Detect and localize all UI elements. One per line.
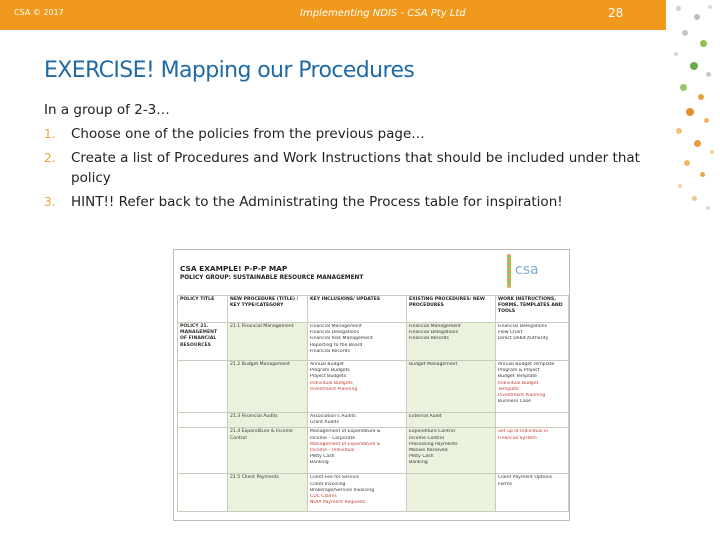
inclusions-line: Association's Audits [310,414,356,419]
table-row [178,428,569,474]
inclusions-line: Management of Expenditure & [310,441,381,447]
cell-policy [178,413,228,428]
inclusions-line: Client Fee for Service [310,475,360,481]
cell-procedure [228,413,308,428]
cell-inclusions [308,474,407,512]
step-text: Create a list of Procedures and Work Instructions that should be included under that policy [71,150,640,186]
inclusions-line: Petty Cash [310,454,335,460]
csa-logo [507,254,557,292]
work-line: Program & Project [498,368,540,374]
inclusions-line: Income – Individual [310,448,355,454]
cell-policy [178,474,228,512]
header-new-procedure: NEW PROCEDURE (TITLE) / KEY TYPE/CATEGORY [228,296,308,323]
inclusions-line: NDIA Payment Requests [310,500,366,506]
step-number: 1. [44,127,56,141]
footer-company: Implementing NDIS - CSA Pty Ltd [300,8,466,19]
inclusions-line: Financial Records [310,348,350,354]
logo-bar-icon [507,254,511,288]
procedure-text: 21.1 Financial Management [230,324,294,329]
decorative-dot [676,6,681,11]
decorative-dot [700,40,707,47]
inclusions-line: Investment Planning [310,386,358,392]
inclusions-line: Reporting to the Board [310,342,363,348]
step-text: Choose one of the policies from the previous page… [71,126,425,142]
embedded-title: CSA EXAMPLE! P-P-P MAP [180,264,288,273]
cell-existing [407,413,496,428]
cell-work [496,474,569,512]
cell-existing [407,474,496,512]
inclusions-line: Management of Expenditure & [310,429,381,435]
inclusions-line: Client Invoicing [310,481,346,487]
procedure-text: 21.2 Budget Management [230,362,290,367]
procedure-text: 21.4 Expenditure & Income Control [230,429,293,441]
decorative-dot [682,30,688,36]
work-line: Template [498,386,519,392]
table-row [178,323,569,361]
footer-copyright: CSA © 2017 [14,8,64,17]
inclusions-line: Annual Budget [310,362,344,367]
cell-work [496,413,569,428]
decorative-dot [706,206,710,210]
work-line: Financial System [498,435,537,441]
cell-work [496,428,569,474]
decorative-dot [690,62,698,70]
inclusions-line: Income – Corporate [310,435,356,441]
work-line: Flow Chart [498,330,523,336]
existing-line: Monies Received [409,448,448,454]
step-item [44,192,664,212]
decorative-dot [710,150,714,154]
existing-line: Financial Management [409,324,461,329]
work-line: Annual Budget Template [498,362,555,367]
step-number: 3. [44,195,56,209]
step-item [44,124,664,144]
cell-policy [178,361,228,413]
policy-title-text: POLICY 21. MANAGEMENT OF FINANCIAL RESOURCES [180,324,218,348]
inclusions-line: Grant Audits [310,420,339,426]
decorative-dot [686,108,694,116]
existing-line: Budget Management [409,362,458,367]
cell-procedure [228,428,308,474]
intro-text: In a group of 2-3… [44,102,170,118]
ppp-map-table [177,295,569,512]
existing-line: Petty Cash [409,454,434,460]
cell-work [496,361,569,413]
existing-line: Financial Records [409,336,449,342]
embedded-subtitle: POLICY GROUP: SUSTAINABLE RESOURCE MANAGEMENT [180,275,364,281]
cell-existing [407,323,496,361]
logo-text: csa [515,262,539,278]
existing-line: External Audit [409,414,442,419]
cell-policy [178,323,228,361]
decorative-dot [674,52,678,56]
decorative-dots [666,0,720,540]
embedded-ppp-map [173,249,570,521]
header-policy-title: POLICY TITLE [178,296,228,323]
decorative-dot [676,128,682,134]
header-work-instructions: WORK INSTRUCTIONS, FORMS, TEMPLATES AND TOOLS [496,296,569,323]
inclusions-line: Program Budgets [310,368,350,374]
step-item [44,148,664,188]
existing-line: Expenditure Control [409,429,455,435]
cell-inclusions [308,323,407,361]
existing-line: Financial Delegations [409,330,458,336]
inclusions-line: Financial Delegations [310,330,359,336]
decorative-dot [694,140,701,147]
table-row [178,474,569,512]
existing-line: Banking [409,460,428,466]
decorative-dot [698,94,704,100]
cell-existing [407,361,496,413]
cell-inclusions [308,428,407,474]
work-line: Client Payment Options [498,475,553,481]
procedure-text: 21.3 Financial Audits [230,414,278,419]
cell-policy [178,428,228,474]
step-text: HINT!! Refer back to the Administrating the Process table for inspiration! [71,194,563,210]
work-line: Direct Debit Authority [498,336,549,342]
inclusions-line: Financial Risk Management [310,336,373,342]
cell-procedure [228,323,308,361]
existing-line: Income Control [409,435,444,441]
decorative-dot [678,184,682,188]
work-line: Financial Delegations [498,324,547,329]
table-row [178,413,569,428]
decorative-dot [684,160,690,166]
work-line: Individual Budget [498,380,539,386]
decorative-dot [700,172,705,177]
inclusions-line: CDC Claims [310,494,337,500]
existing-line: Processing Payments [409,441,458,447]
work-line: Investment Planning [498,393,546,399]
header-existing-procedures: EXISTING PROCEDURES/ NEW PROCEDURES [407,296,496,323]
work-line: Budget Template [498,374,537,380]
table-row [178,361,569,413]
embedded-header [174,250,569,295]
inclusions-line: Individual Budgets [310,380,353,386]
slide-body [44,100,664,216]
cell-inclusions [308,413,407,428]
slide-number: 28 [608,6,624,20]
table-header-row [178,296,569,323]
header-key-inclusions: KEY INCLUSIONS/ UPDATES [308,296,407,323]
decorative-dot [706,72,711,77]
decorative-dot [708,5,712,9]
decorative-dot [694,14,700,20]
step-number: 2. [44,151,56,165]
header-bar [0,0,666,30]
cell-work [496,323,569,361]
procedure-text: 21.5 Client Payments [230,475,279,481]
work-line: Set up of Individual in [498,429,549,435]
steps-list [44,124,664,212]
inclusions-line: Banking [310,460,329,466]
inclusions-line: Financial Management [310,324,362,329]
cell-existing [407,428,496,474]
work-line: Forms [498,481,512,487]
inclusions-line: Project Budgets [310,374,347,380]
work-line: Business Case [498,399,531,405]
decorative-dot [692,196,697,201]
cell-inclusions [308,361,407,413]
inclusions-line: Brokerage/Service Invoicing [310,487,375,493]
cell-procedure [228,361,308,413]
decorative-dot [704,118,709,123]
cell-procedure [228,474,308,512]
table-body [178,323,569,512]
slide-title: EXERCISE! Mapping our Procedures [44,58,415,83]
decorative-dot [680,84,687,91]
